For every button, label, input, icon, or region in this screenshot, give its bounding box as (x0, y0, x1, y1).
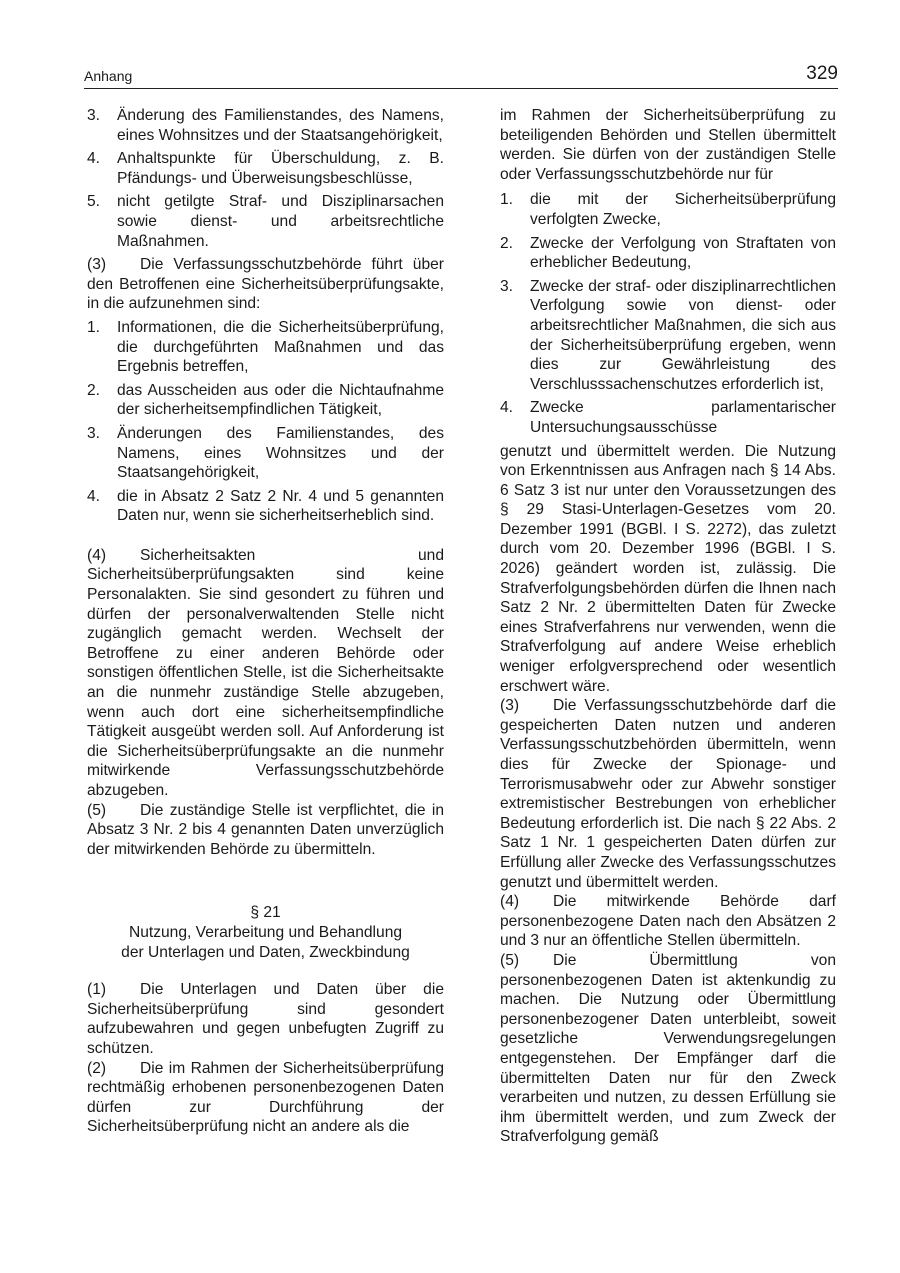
section-title-line-1: Nutzung, Verarbeitung und Behandlung (128, 923, 403, 941)
paragraph-continuation: im Rahmen der Sicherheitsüberprüfung zu beteiligenden Behörden und Stellen übermittelt werden. Sie dürfen von der zuständigen Stelle oder Verfassungsschutzbehörde nur für (500, 107, 836, 183)
paragraph-5: (5) Die Übermittlung von personenbezogenen Daten ist aktenkundig zu machen. Die Nutzung oder Übermittlung personenbezogener Daten unterbleibt, soweit gesetzliche Verwendungsregelungen entgegenstehen. Der Empfänger darf die übermittelten Daten nur für den Zweck verarbeiten und nutzen, zu dessen Erfüllung sie ihm übermittelt werden, und zum Zweck der Strafverfolgung gemäß (500, 951, 836, 1146)
paragraph-5: (5) Die zuständige Stelle ist verpflichtet, die in Absatz 3 Nr. 2 bis 4 genannten Daten unverzüglich der mitwirkenden Behörde zu übermitteln. (87, 801, 444, 858)
paragraph-4: (4) Sicherheitsakten und Sicherheitsüberprüfungsakten sind keine Personalakten. Sie sind gesondert zu führen und dürfen der personalverwaltenden Stelle nicht zugänglich gemacht werden. Wechselt der Betroffene zu einer anderen Behörde oder sonstigen öffentlichen Stelle, ist die Sicherheitsakte an die nunmehr zuständige Stelle abzugeben, wenn auch dort eine sicherheitsempfindliche Tätigkeit ausgeübt werden soll. Auf Anforderung ist die Sicherheitsüberprüfungsakte an die nunmehr mitwirkende Verfassungsschutzbehörde abzugeben. (87, 546, 444, 799)
list-item: 3. Änderung des Familienstandes, des Namens, eines Wohnsitzes und der Staatsangehörigkeit, (87, 107, 444, 144)
purpose-list (500, 190, 836, 437)
paragraph-3: (3) Die Verfassungsschutzbehörde darf die gespeicherten Daten nutzen und anderen Verfassungsschutzbehörden übermitteln, wenn dies für Zwecke der Spionage- und Terrorismusabwehr oder zur Abwehr sonstiger extremistischer Bestrebungen von erheblicher Bedeutung erforderlich ist. Die nach § 22 Abs. 2 Satz 1 Nr. 1 gespeicherten Daten dürfen zur Erfüllung aller Zwecke des Verfassungsschutzes genutzt und übermittelt werden. (500, 697, 836, 891)
paragraph-after-list: genutzt und übermittelt werden. Die Nutzung von Erkenntnissen aus Anfragen nach § 14 Abs. 6 Satz 3 ist nur unter den Voraussetzungen des § 29 Stasi-Unterlagen-Gesetzes vom 20. Dezember 1991 (BGBl. I S. 2272), das zuletzt durch vom 20. Dezember 1996 (BGBl. I S. 2026) geändert worden ist, zulässig. Die Strafverfolgungsbehörden dürfen die Ihnen nach Satz 2 Nr. 2 übermittelten Daten für Zwecke eines Strafverfahrens nur verwenden, wenn die Strafverfolgung auf andere Weise erheblich weniger erfolgversprechend oder wesentlich erschwert wäre. (500, 442, 836, 695)
list-continuation (87, 106, 444, 251)
list-item: 3. Änderungen des Familienstandes, des Namens, eines Wohnsitzes und der Staatsangehörigkeit, (87, 424, 444, 482)
s21-paragraph-1: (1) Die Unterlagen und Daten über die Sicherheitsüberprüfung sind gesondert aufzubewahren und gegen unbefugten Zugriff zu schützen. (87, 981, 444, 1057)
s21-paragraph-2: (2) Die im Rahmen der Sicherheitsüberprüfung rechtmäßig erhobenen personenbezogenen Daten dürfen zur Durchführung der Sicherheitsüberprüfung nicht an andere als die (87, 1059, 444, 1136)
right-column (500, 106, 836, 1147)
list-item: 4. Anhaltspunkte für Überschuldung, z. B. Pfändungs- und Überweisungsbeschlüsse, (87, 150, 444, 187)
list-item: 2. das Ausscheiden aus oder die Nichtaufnahme der sicherheitsempfindlichen Tätigkeit, (87, 381, 444, 419)
list-item: 5. nicht getilgte Straf- und Disziplinarsachen sowie dienst- und arbeitsrechtliche Maßnahmen. (87, 193, 444, 250)
section-title-line-2: der Unterlagen und Daten, Zweckbindung (121, 943, 410, 961)
page-number: 329 (806, 63, 838, 84)
section-heading (87, 903, 444, 962)
akte-contents-list (87, 318, 444, 526)
list-item: 4. Zwecke parlamentarischer Untersuchungsausschüsse (500, 399, 836, 436)
list-item: 2. Zwecke der Verfolgung von Straftaten von erheblicher Bedeutung, (500, 234, 836, 272)
left-column (87, 106, 444, 1137)
list-item: 1. die mit der Sicherheitsüberprüfung verfolgten Zwecke, (500, 191, 836, 228)
section-number: § 21 (250, 904, 281, 922)
list-item: 4. die in Absatz 2 Satz 2 Nr. 4 und 5 genannten Daten nur, wenn sie sicherheitserheblich sind. (87, 487, 444, 525)
page-header (84, 62, 838, 89)
list-item: 3. Zwecke der straf- oder disziplinarrechtlichen Verfolgung sowie von dienst- oder arbeitsrechtlicher Maßnahmen, die sich aus der Sicherheitsüberprüfung ergeben, wenn dies zur Gewährleistung des Verschlusssachenschutzes erforderlich ist, (500, 277, 836, 393)
list-item: 1. Informationen, die die Sicherheitsüberprüfung, die durchgeführten Maßnahmen und das Ergebnis betreffen, (87, 318, 444, 376)
running-head-section: Anhang (84, 68, 133, 84)
paragraph-4: (4) Die mitwirkende Behörde darf personenbezogene Daten nach den Absätzen 2 und 3 nur an öffentliche Stellen übermitteln. (500, 893, 836, 950)
paragraph-3: (3) Die Verfassungsschutzbehörde führt über den Betroffenen eine Sicherheitsüberprüfungsakte, in die aufzunehmen sind: (87, 256, 444, 313)
